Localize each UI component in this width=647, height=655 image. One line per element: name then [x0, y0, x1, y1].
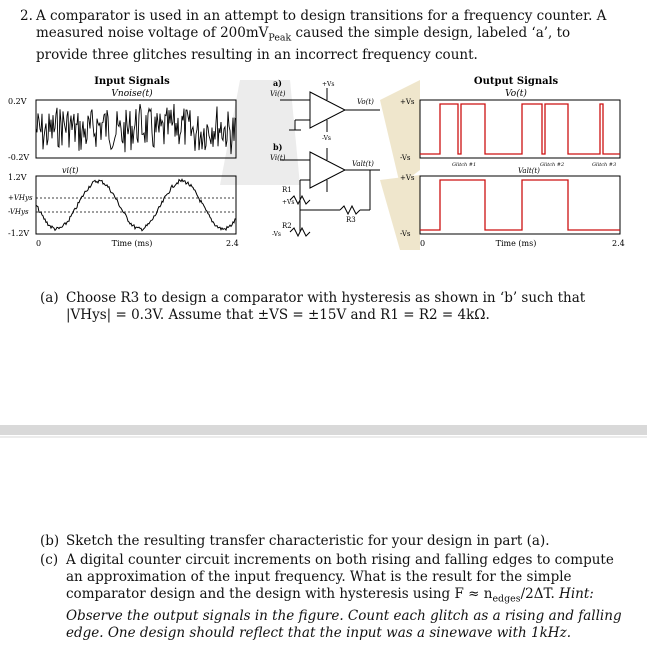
right-tick-4: -Vs: [400, 230, 411, 238]
part-c-text: A digital counter circuit increments on both rising and falling edges to compute an approximation of the input frequency. What is the result for the simple comparator design and the design with hysteresis using F ≈ n: [66, 552, 614, 602]
tick-neg-0.2v: -0.2V: [8, 153, 30, 162]
parts-b-c: [40, 533, 630, 642]
output-title: Output Signals: [473, 76, 559, 87]
time-end-right: 2.4: [612, 239, 625, 248]
r1-label: R1: [282, 186, 292, 194]
valt-plot-frame: [420, 176, 620, 234]
vo-label: Vo(t): [505, 89, 527, 99]
time-label-right: Time (ms): [495, 239, 537, 248]
vi-trace: [36, 179, 236, 230]
vi-label: vi(t): [62, 166, 79, 175]
tick-0.2v: 0.2V: [8, 97, 27, 106]
right-tick-1: +Vs: [400, 98, 415, 106]
r1-supply: +Vs: [282, 199, 295, 206]
input-title: Input Signals: [94, 76, 170, 87]
question-header: [20, 8, 620, 64]
section-divider: [0, 425, 647, 435]
question-text: A comparator is used in an attempt to design transitions for a frequency counter. A measured noise voltage of $200mV_{Peak}$ caused the simple design, labeled ‘a’, to provide three glitches resulting in an incorrect frequency count.: [36, 8, 607, 63]
comparator-a: [280, 88, 380, 132]
vo-trace: [420, 104, 620, 154]
vnoise-label: Vnoise(t): [111, 89, 153, 99]
part-c-hint: Hint: Observe the output signals in the figure. Count each glitch as a rising and falling edge. One design should reflect that the input was a sinewave with 1kHz.: [66, 586, 622, 641]
r2-label: R2: [282, 222, 292, 230]
time-end-left: 2.4: [226, 239, 239, 248]
noise-trace: [36, 104, 236, 154]
circuit-a-output: Vo(t): [357, 98, 374, 106]
time-start-left: 0: [36, 239, 42, 248]
circuit-a-label: a): [273, 78, 282, 88]
part-a-label: (a): [40, 290, 59, 306]
circuit-b-label: b): [273, 142, 283, 152]
comparator-figure: [0, 70, 647, 270]
right-tick-3: +Vs: [400, 174, 415, 182]
supply-a-plus: +Vs: [322, 81, 335, 88]
part-b-text: Sketch the resulting transfer characteristic for your design in part (a).: [66, 533, 550, 549]
tick-minus-vhys: -VHys: [8, 208, 29, 216]
circuit-b-output: Valt(t): [352, 160, 374, 168]
tick-1.2v: 1.2V: [8, 173, 27, 182]
circuit-a-input: Vi(t): [270, 90, 286, 98]
glitch-3-label: Glitch #3: [592, 162, 617, 168]
part-c-label: (c): [40, 552, 59, 568]
tick-neg-1.2v: -1.2V: [8, 229, 30, 238]
section-divider-shadow: [0, 436, 647, 438]
part-b-label: (b): [40, 533, 60, 549]
right-tick-2: -Vs: [400, 154, 411, 162]
valt-label: Valt(t): [518, 167, 540, 175]
r2-supply: -Vs: [272, 231, 282, 238]
part-a: [40, 290, 620, 324]
glitch-1-label: Glitch #1: [452, 162, 477, 168]
r3-label: R3: [346, 216, 356, 224]
vo-plot-frame: [420, 100, 620, 158]
part-c: (c) A digital counter circuit increments on both rising and falling edges to compute an approximation of the input frequency. What is the result for the simple comparator design and the design with hysteresis using $F \approx n_{edges}/2\Delta T$. Hint: Observe the output signals in the figure. Count each glitch as a rising and falling edge. One design should reflect that the input was a sinewave with 1kHz.: [40, 552, 622, 641]
shade-wedge-a-out: [380, 80, 420, 185]
valt-trace: [420, 180, 620, 230]
part-b: [40, 533, 630, 550]
supply-a-minus: -Vs: [322, 135, 332, 142]
tick-plus-vhys: +VHys: [8, 194, 33, 202]
circuit-b-input: Vi(t): [270, 154, 286, 162]
question-number: 2.: [20, 8, 33, 24]
time-start-right: 0: [420, 239, 426, 248]
glitch-2-label: Glitch #2: [540, 162, 565, 168]
time-label-left: Time (ms): [111, 239, 153, 248]
part-a-text: Choose R3 to design a comparator with hysteresis as shown in ‘b’ such that |VHys| = 0.3V. Assume that ±VS = ±15V and R1 = R2 = 4kΩ.: [66, 290, 586, 323]
shade-wedge-b-out: [380, 175, 420, 250]
